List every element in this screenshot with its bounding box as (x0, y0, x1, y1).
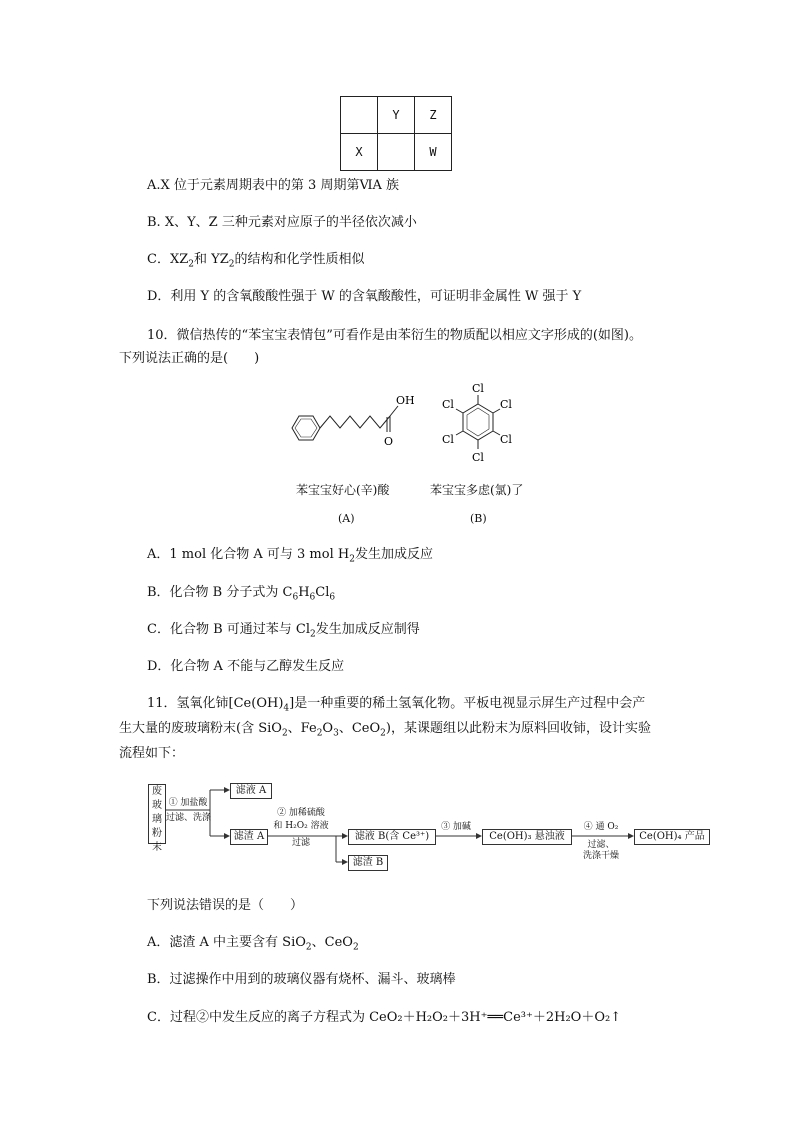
filtrate-a-box: 滤液 A (230, 783, 272, 799)
text: 发生加成反应制得 (315, 622, 420, 637)
residue-b-box: 滤渣 B (348, 855, 388, 871)
step1-top-label: ① 加盐酸 (168, 798, 208, 808)
label-a: (A) (338, 512, 355, 525)
step4-top-label: ④ 通 O₂ (583, 822, 619, 832)
q11-option-a (147, 934, 359, 952)
subscript: 2 (380, 728, 386, 739)
grid-cell: X (341, 134, 378, 171)
suspension-box: Ce(OH)₃ 悬浊液 (482, 829, 572, 845)
subscript: 6 (329, 592, 336, 603)
text: H (298, 585, 310, 600)
subscript: 3 (333, 728, 339, 739)
text: C．化合物 B 可通过苯与 Cl (147, 622, 311, 637)
grid-cell: Z (415, 97, 452, 134)
q11-stem-line3: 流程如下： (119, 746, 185, 761)
grid-cell: Y (378, 97, 415, 134)
q11-option-b: B．过滤操作中用到的玻璃仪器有烧杯、漏斗、玻璃棒 (147, 972, 456, 987)
text: )，某课题组以此粉末为原料回收铈，设计实验 (385, 721, 651, 736)
subscript: 2 (349, 554, 355, 565)
text: 生大量的废玻璃粉末(含 SiO (119, 721, 282, 736)
step2-mid-label: 和 H₂O₂ 溶液 (273, 821, 329, 831)
filtrate-b-box: 滤液 B(含 Ce³⁺) (348, 829, 436, 845)
step4-bottom-label-1: 过滤、 (587, 840, 615, 850)
text: 、CeO (338, 721, 381, 736)
subscript: 2 (281, 728, 288, 739)
q11-ask: 下列说法错误的是（ ） (147, 898, 304, 913)
text: 、CeO (311, 935, 353, 950)
subscript: 4 (283, 703, 290, 714)
text: A．滤渣 A 中主要含有 SiO (147, 935, 306, 950)
cl-label: Cl (472, 382, 484, 395)
text: 11．氢氧化铈[Ce(OH) (147, 696, 284, 711)
cl-label: Cl (442, 398, 454, 411)
step1-bottom-label: 过滤、洗涤 (166, 813, 212, 823)
subscript: 2 (188, 259, 194, 270)
q10-stem-line1: 10．微信热传的“苯宝宝表情包”可看作是由苯衍生的物质配以相应文字形成的(如图)。 (147, 328, 642, 343)
subscript: 6 (292, 592, 299, 603)
q11-option-c: C．过程②中发生反应的离子方程式为 CeO₂＋H₂O₂＋3H⁺══Ce³⁺＋2H₂O＋O₂↑ (147, 1010, 622, 1025)
mol-a-o-label: O (384, 435, 394, 448)
grid-cell: W (415, 134, 452, 171)
step3-label: ③ 加碱 (441, 822, 471, 832)
subscript: 2 (228, 259, 235, 270)
text: 、Fe (287, 721, 317, 736)
text: 的结构和化学性质相似 (234, 252, 365, 267)
caption-a: 苯宝宝好心(辛)酸 (296, 483, 390, 497)
text: C．XZ (147, 252, 189, 267)
text: ]是一种重要的稀土氢氧化物。平板电视显示屏生产过程中会产 (289, 696, 646, 711)
cl-label: Cl (500, 398, 512, 411)
subscript: 6 (309, 592, 316, 603)
mol-a-oh-label: OH (396, 394, 415, 407)
cl-label: Cl (500, 433, 512, 446)
residue-a-box: 滤渣 A (230, 829, 268, 845)
subscript: 2 (352, 942, 359, 953)
text: B．化合物 B 分子式为 C (147, 585, 293, 600)
text: Cl (315, 585, 330, 600)
text: O (322, 721, 334, 736)
q9-option-a: A.X 位于元素周期表中的第 3 周期第ⅥA 族 (147, 178, 400, 193)
text: A．1 mol 化合物 A 可与 3 mol H (147, 547, 350, 562)
label-b: (B) (470, 512, 487, 525)
product-box: Ce(OH)₄ 产品 (634, 829, 710, 845)
caption-b: 苯宝宝多虑(氯)了 (430, 483, 524, 497)
subscript: 2 (310, 629, 316, 640)
q10-stem-line2: 下列说法正确的是( ) (119, 351, 260, 366)
step4-bottom-label-2: 洗涤干燥 (582, 851, 619, 861)
q9-option-d: D．利用 Y 的含氧酸酸性强于 W 的含氧酸酸性，可证明非金属性 W 强于 Y (147, 289, 582, 304)
text: 发生加成反应 (354, 547, 433, 562)
subscript: 2 (305, 942, 312, 953)
step2-bottom-label: 过滤 (291, 838, 310, 848)
q10-option-d: D．化合物 A 不能与乙醇发生反应 (147, 659, 345, 674)
text: 和 YZ (193, 252, 229, 267)
cl-label: Cl (472, 451, 484, 464)
step2-top-label: ② 加稀硫酸 (277, 808, 325, 818)
cl-label: Cl (442, 433, 454, 446)
q9-option-b: B. X、Y、Z 三种元素对应原子的半径依次减小 (147, 215, 417, 230)
waste-glass-powder-box: 废玻璃粉末 (148, 784, 166, 844)
subscript: 2 (316, 728, 323, 739)
